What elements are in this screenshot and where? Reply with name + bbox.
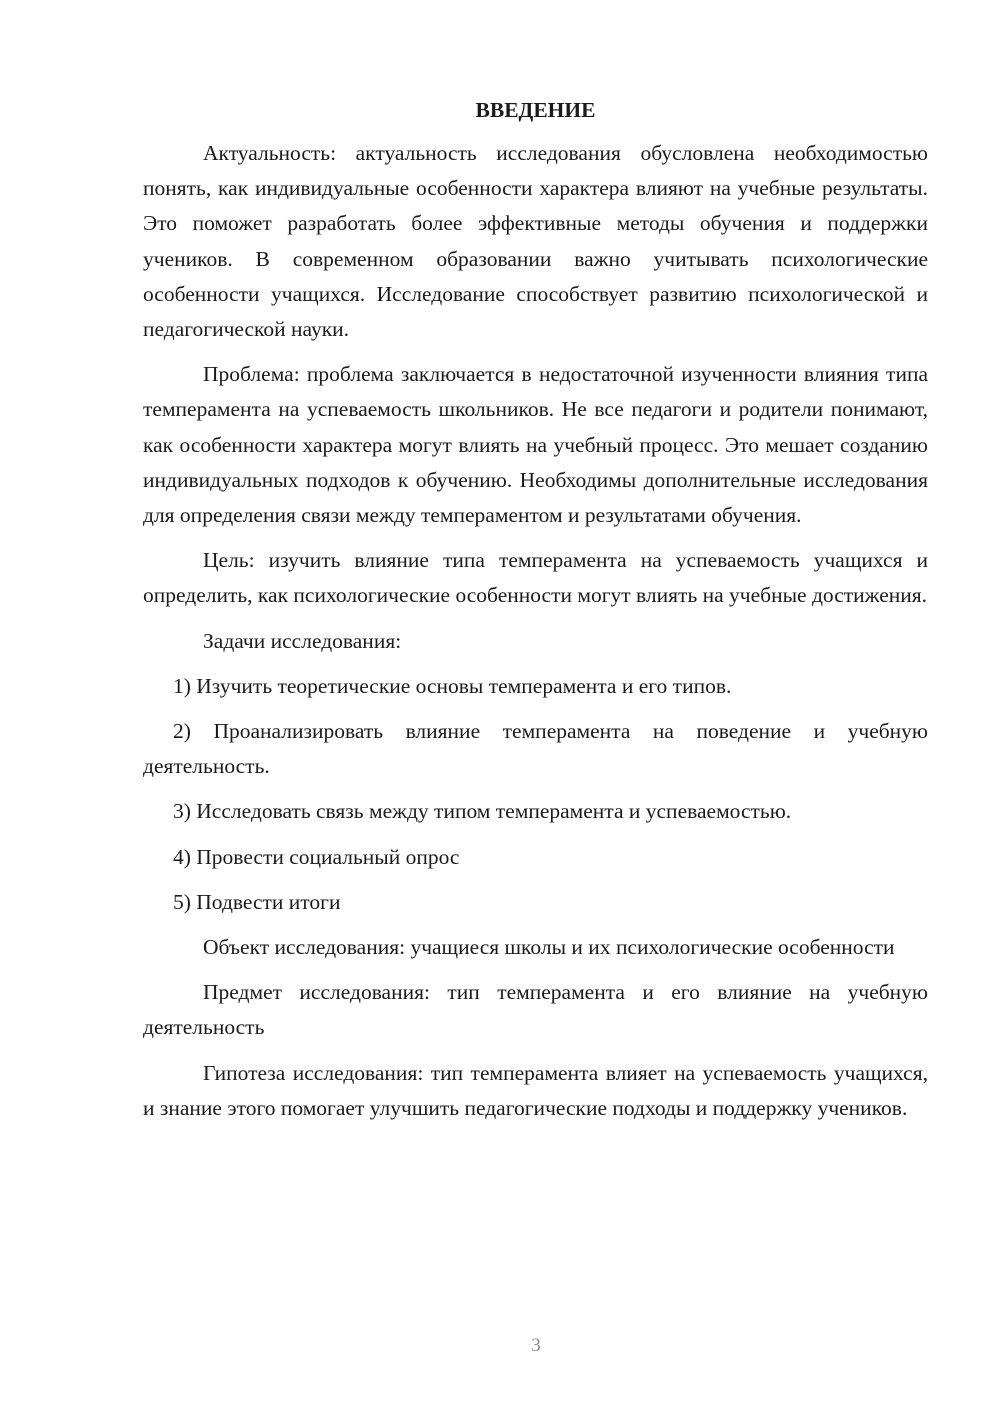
task-item-4: 4) Провести социальный опрос xyxy=(173,844,460,869)
paragraph-hypothesis: Гипотеза исследования: тип темперамента влияет на успеваемость учащихся, и знание этого помогает улучшить педагогические подходы и поддержку учеников. xyxy=(143,1060,928,1120)
task-item-1: 1) Изучить теоретические основы темперамента и его типов. xyxy=(173,673,732,698)
paragraph-relevance: Актуальность: актуальность исследования обусловлена необходимостью понять, как индивидуальные особенности характера влияют на учебные результаты. Это поможет разработать более эффективные методы обучения и поддержки учеников. В современном образовании важно учитывать психологические особенности учащихся. Исследование способствует развитию психологической и педагогической науки. xyxy=(143,141,928,342)
task-item-3: 3) Исследовать связь между типом темперамента и успеваемостью. xyxy=(173,799,792,824)
paragraph-goal: Цель: изучить влияние типа темперамента на успеваемость учащихся и определить, как психологические особенности могут влиять на учебные достижения. xyxy=(143,548,928,608)
section-title: ВВЕДЕНИЕ xyxy=(475,98,596,122)
paragraph-subject: Предмет исследования: тип темперамента и его влияние на учебную деятельность xyxy=(143,980,928,1040)
tasks-heading: Задачи исследования: xyxy=(203,628,402,653)
paragraph-object: Объект исследования: учащиеся школы и их психологические особенности xyxy=(203,935,895,960)
paragraph-problem: Проблема: проблема заключается в недостаточной изученности влияния типа темперамента на успеваемость школьников. Не все педагоги и родители понимают, как особенности характера могут влиять на учебный процесс. Это мешает созданию индивидуальных подходов к обучению. Необходимы дополнительные исследования для определения связи между темпераментом и результатами обучения. xyxy=(143,362,928,528)
page-number: 3 xyxy=(531,1335,541,1356)
task-item-5: 5) Подвести итоги xyxy=(173,889,341,914)
task-item-2: 2) Проанализировать влияние темперамента на поведение и учебную деятельность. xyxy=(143,719,928,779)
page-content xyxy=(143,93,928,1136)
